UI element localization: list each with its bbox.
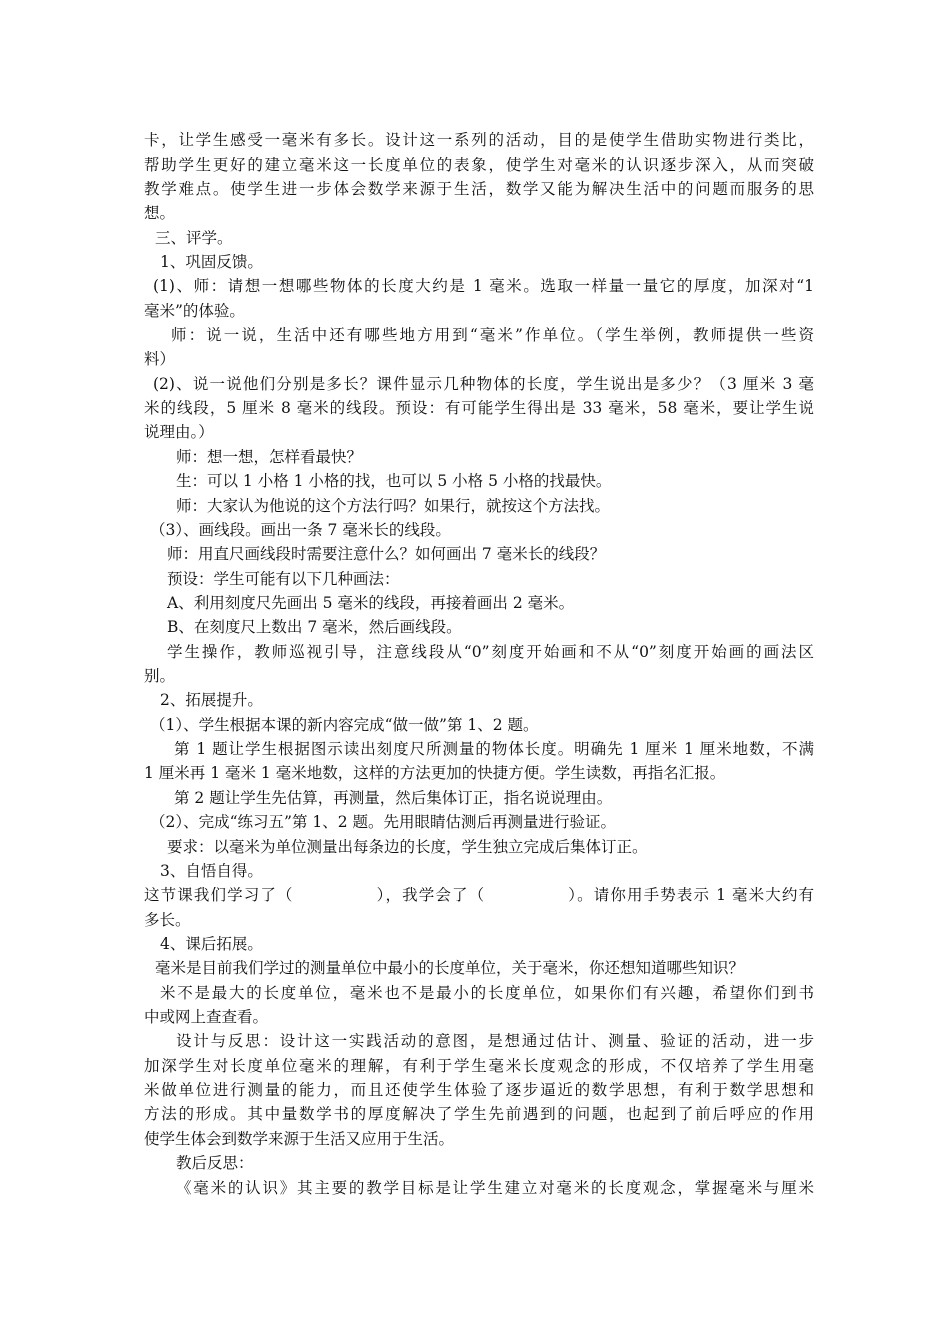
text-line: 师：说一说，生活中还有哪些地方用到“毫米”作单位。（学生举例，教师提供一些资: [171, 326, 814, 344]
text-line: 料）: [144, 350, 176, 368]
text-line: 说理由。）: [144, 423, 214, 441]
text-line: 卡，让学生感受一毫米有多长。设计这一系列的活动，目的是使学生借助实物进行类比，: [144, 131, 814, 149]
text-line: 想。: [144, 204, 176, 222]
text-line: (1)、师：请想一想哪些物体的长度大约是 1 毫米。选取一样量一量它的厚度，加深对“1: [153, 277, 814, 295]
text-line: 加深学生对长度单位毫米的理解，有利于学生毫米长度观念的形成，不仅培养了学生用毫: [144, 1057, 814, 1075]
text-line: 预设：学生可能有以下几种画法：: [167, 570, 400, 588]
text-line: 教学难点。使学生进一步体会数学来源于生活，数学又能为解决生活中的问题而服务的思: [144, 180, 814, 198]
text-line: 多长。: [144, 911, 191, 929]
text-line: B、在刻度尺上数出 7 毫米，然后画线段。: [167, 618, 462, 636]
text-line: 要求：以毫米为单位测量出每条边的长度，学生独立完成后集体订正。: [167, 838, 648, 856]
text-line: （1）、学生根据本课的新内容完成“做一做”第 1、2 题。: [150, 716, 539, 734]
section-heading: 三、评学。: [155, 229, 233, 247]
text-line: 帮助学生更好的建立毫米这一长度单位的表象，使学生对毫米的认识逐步深入，从而突破: [144, 156, 814, 174]
text-line: 这节课我们学习了（ ），我学会了（ ）。请你用手势表示 1 毫米大约有: [144, 886, 814, 904]
text-line: 毫米是目前我们学过的测量单位中最小的长度单位，关于毫米，你还想知道哪些知识？: [155, 959, 745, 977]
text-line: 1 厘米再 1 毫米 1 毫米地数，这样的方法更加的快捷方便。学生读数，再指名汇报。: [144, 764, 726, 782]
text-line: (2)、说一说他们分别是多长？课件显示几种物体的长度，学生说出是多少？（3 厘米 3 毫: [153, 375, 814, 393]
text-line: 师：大家认为他说的这个方法行吗？如果行，就按这个方法找。: [176, 497, 611, 515]
text-line: 米不是最大的长度单位，毫米也不是最小的长度单位，如果你们有兴趣，希望你们到书: [160, 984, 814, 1002]
text-line: 毫米”的体验。: [144, 302, 245, 320]
text-line: 《毫米的认识》其主要的教学目标是让学生建立对毫米的长度观念，掌握毫米与厘米: [176, 1179, 814, 1197]
text-line: 生：可以 1 小格 1 小格的找，也可以 5 小格 5 小格的找最快。: [176, 472, 612, 490]
subsection-heading: 2、拓展提升。: [160, 691, 263, 709]
text-line: 米的线段，5 厘米 8 毫米的线段。预设：有可能学生得出是 33 毫米，58 毫米，要让学生说: [144, 399, 814, 417]
text-line: 方法的形成。其中量数学书的厚度解决了学生先前遇到的问题，也起到了前后呼应的作用: [144, 1105, 814, 1123]
text-line: 第 2 题让学生先估算，再测量，然后集体订正，指名说说理由。: [174, 789, 613, 807]
text-line: A、利用刻度尺先画出 5 毫米的线段，再接着画出 2 毫米。: [167, 594, 575, 612]
section-heading: 教后反思：: [176, 1154, 254, 1172]
subsection-heading: 4、课后拓展。: [160, 935, 263, 953]
text-line: 师：用直尺画线段时需要注意什么？如何画出 7 毫米长的线段？: [167, 545, 606, 563]
text-line: 师：想一想，怎样看最快？: [176, 448, 363, 466]
text-line: 使学生体会到数学来源于生活又应用于生活。: [144, 1130, 455, 1148]
subsection-heading: 3、自悟自得。: [160, 862, 263, 880]
text-line: 米做单位进行测量的能力，而且还使学生体验了逐步逼近的数学思想，有利于数学思想和: [144, 1081, 814, 1099]
text-line: 第 1 题让学生根据图示读出刻度尺所测量的物体长度。明确先 1 厘米 1 厘米地数，不满: [174, 740, 814, 758]
text-line: 中或网上查查看。: [144, 1008, 269, 1026]
text-line: （2）、完成“练习五”第 1、2 题。先用眼睛估测后再测量进行验证。: [150, 813, 617, 831]
text-line: 设计与反思：设计这一实践活动的意图，是想通过估计、测量、验证的活动，进一步: [176, 1032, 814, 1050]
text-line: 别。: [144, 667, 176, 685]
text-line: （3）、画线段。画出一条 7 毫米长的线段。: [150, 521, 451, 539]
subsection-heading: 1、巩固反馈。: [160, 253, 263, 271]
text-line: 学生操作，教师巡视引导，注意线段从“0”刻度开始画和不从“0”刻度开始画的画法区: [167, 643, 814, 661]
